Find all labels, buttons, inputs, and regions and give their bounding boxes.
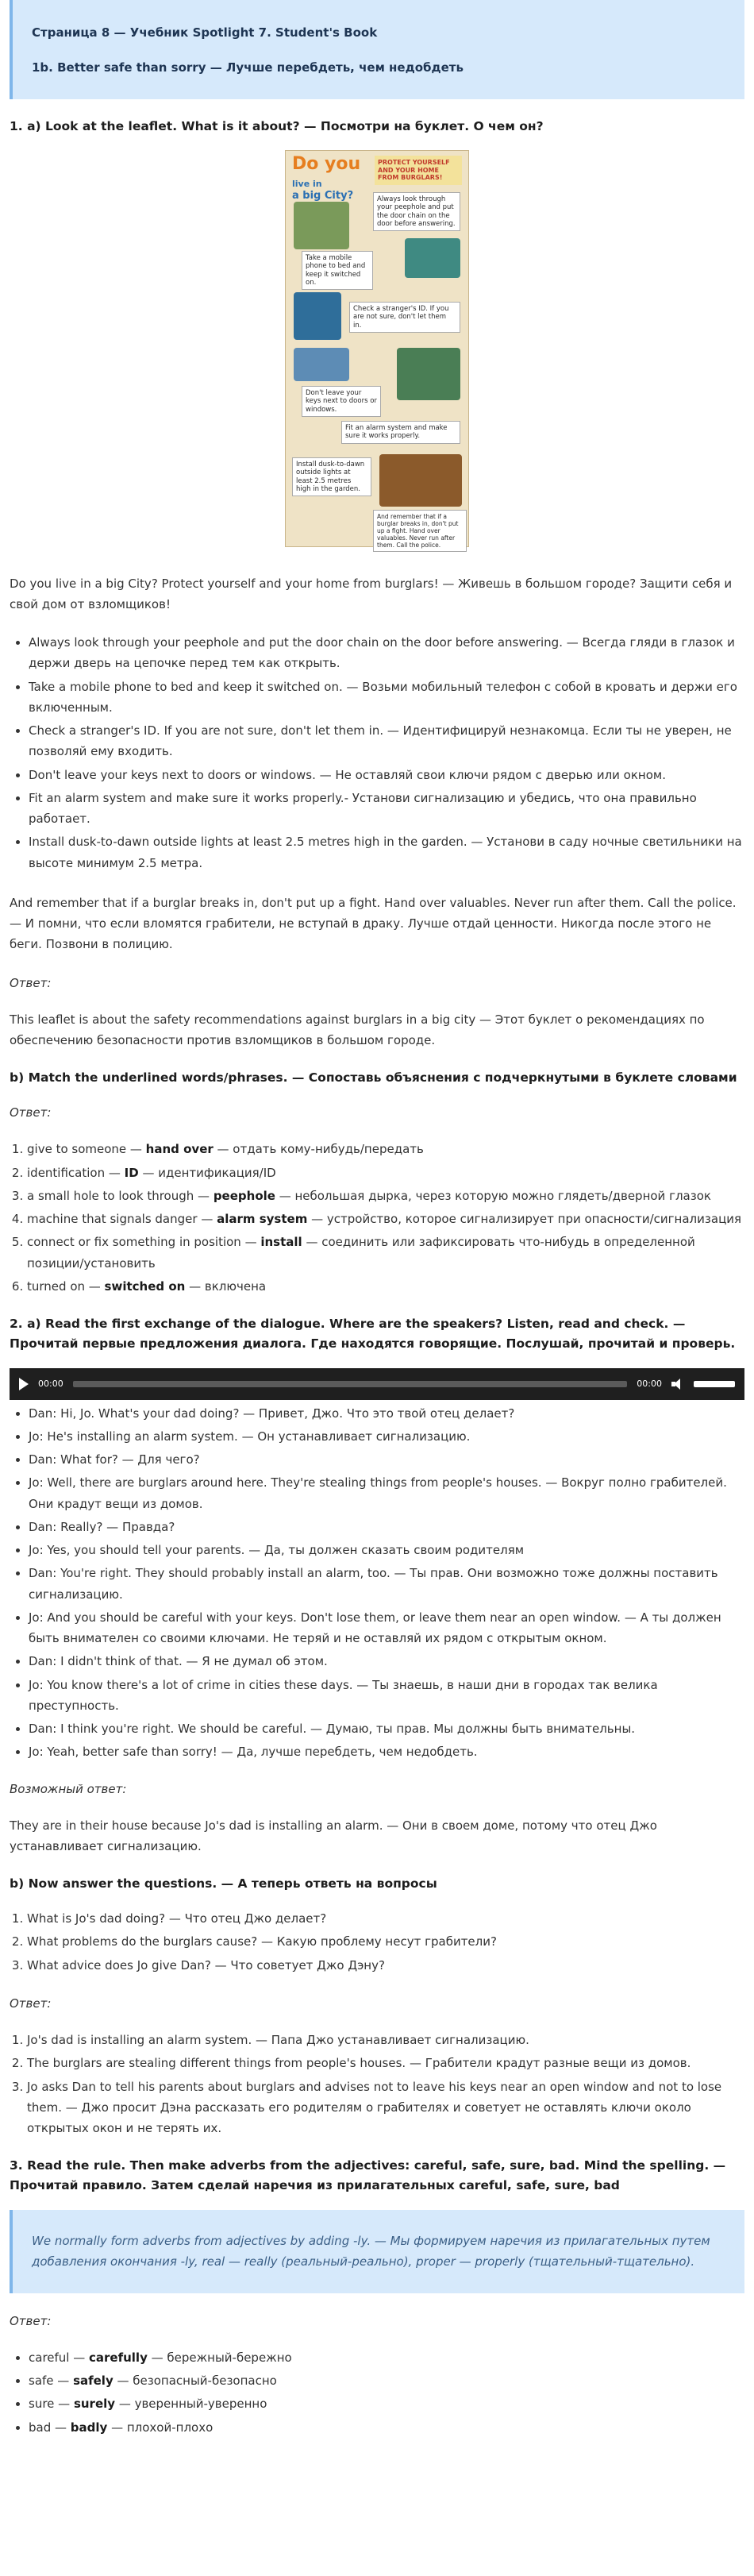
item-word: install (260, 1235, 302, 1250)
task-1b-title: b) Match the underlined words/phrases. — Сопоставь объяснения с подчеркнутыми в буклете словами (10, 1070, 737, 1086)
volume-slider[interactable] (694, 1381, 735, 1387)
audio-current-time: 00:00 (38, 1379, 63, 1390)
leaflet-intro: Do you live in a big City? Protect yourself and your home from burglars! — Живешь в большом городе? Защити себя и свой дом от взломщиков! (10, 576, 733, 611)
answer-label: Ответ: (10, 975, 52, 990)
header-box (10, 0, 744, 99)
list-item (29, 2417, 744, 2438)
item-translation: — идентификация/ID (138, 1165, 276, 1180)
leaflet-tip-4: Don't leave your keys next to doors or windows. (302, 386, 381, 417)
item-adverb: badly (70, 2420, 108, 2435)
leaflet-tip-3: Check a stranger's ID. If you are not sure, don't let them in. (349, 302, 460, 333)
leaflet-tips-list (29, 632, 744, 873)
leaflet-title-do-you: Do you (292, 154, 361, 175)
answer-item: 2. The burglars are stealing different things from people's houses. — Грабители крадут разные вещи из домов. (27, 2053, 744, 2073)
task-3-title: 3. Read the rule. Then make adverbs from the adjectives: careful, safe, sure, bad. Mind the spelling. — Прочитай правило. Затем сделай наречия из прилагательных careful, safe, sure, bad (10, 2158, 726, 2193)
leaflet-stranger-picture (294, 292, 341, 340)
item-word: ID (124, 1165, 139, 1180)
list-item (27, 1209, 744, 1229)
item-adjective: safe — (29, 2374, 74, 2389)
list-item (27, 1139, 744, 1159)
answer-label: Возможный ответ: (10, 1781, 127, 1796)
dialogue-line: • Dan: Hi, Jo. What's your dad doing? — Привет, Джо. Что это твой отец делает? (29, 1403, 744, 1424)
leaflet-remember: And remember that if a burglar breaks in, don't put up a fight. Hand over valuables. Never run after them. Call the police. — И помни, что если вломятся грабители, не вступай в драку. Лучше отдай ценности. Никогда после этого не беги. Позвони в полицию. (10, 895, 737, 952)
answers-list (27, 2030, 744, 2138)
item-adverb: surely (73, 2397, 116, 2412)
play-icon[interactable] (19, 1378, 29, 1390)
item-definition: a small hole to look through — (27, 1188, 214, 1203)
item-definition: identification — (27, 1165, 125, 1180)
dialogue-line: • Dan: I didn't think of that. — Я не думал об этом. (29, 1651, 744, 1672)
item-adjective: bad — (29, 2420, 71, 2435)
answer-label: Ответ: (10, 2313, 52, 2328)
list-item: • Check a stranger's ID. If you are not sure, don't let them in. — Идентифицируй незнакомца. Если ты не уверен, не позволяй ему входить. (29, 720, 744, 762)
leaflet-title (292, 156, 371, 201)
item-adjective: sure — (29, 2397, 74, 2412)
item-translation: — соединить или зафиксировать что-нибудь в определенной позиции/установить (27, 1235, 695, 1271)
leaflet-tip-5: Fit an alarm system and make sure it works properly. (341, 421, 460, 443)
leaflet-door-picture (294, 202, 349, 249)
item-adverb: carefully (89, 2350, 148, 2365)
answer-item: 1. Jo's dad is installing an alarm system. — Папа Джо устанавливает сигнализацию. (27, 2030, 744, 2050)
list-item (29, 2370, 744, 2391)
list-item (27, 1276, 744, 1297)
item-translation: — устройство, которое сигнализирует при опасности/сигнализация (307, 1212, 742, 1227)
answer-label: Ответ: (10, 1996, 52, 2011)
task-2a-answer: They are in their house because Jo's dad is installing an alarm. — Они в своем доме, потому что отец Джо устанавливает сигнализацию. (10, 1818, 657, 1854)
list-item: • Don't leave your keys next to doors or windows. — Не оставляй свои ключи рядом с дверью или окном. (29, 765, 744, 785)
dialogue-line: • Dan: You're right. They should probably install an alarm, too. — Ты прав. Они возможно тоже должны поставить сигнализацию. (29, 1563, 744, 1605)
item-translation: — плохой-плохо (107, 2420, 214, 2435)
dialogue-line: • Jo: And you should be careful with your keys. Don't lose them, or leave them near an open window. — А ты должен быть внимателен со своими ключами. Не теряй и не оставляй их рядом с открытым окном. (29, 1607, 744, 1649)
item-translation: — небольшая дырка, через которую можно глядеть/дверной глазок (275, 1188, 711, 1203)
item-definition: turned on — (27, 1278, 105, 1294)
audio-progress-bar[interactable] (73, 1381, 628, 1387)
dialogue-line: • Jo: He's installing an alarm system. — Он устанавливает сигнализацию. (29, 1426, 744, 1447)
item-translation: — бережный-бережно (147, 2350, 292, 2365)
item-definition: give to someone — (27, 1142, 146, 1157)
task-1a-answer: This leaflet is about the safety recommendations against burglars in a big city — Этот буклет о рекомендациях по обеспечению безопасности против взломщиков в большом городе. (10, 1012, 705, 1048)
item-translation: — отдать кому-нибудь/передать (213, 1142, 424, 1157)
rule-box: We normally form adverbs from adjectives by adding -ly. — Мы формируем наречия из прилагательных путем добавления окончания -ly, real — really (реальный-реально), proper — properly (тщательный-тщательно). (10, 2210, 744, 2293)
item-translation: — уверенный-уверенно (115, 2397, 267, 2412)
item-word: hand over (145, 1142, 214, 1157)
dialogue-line: • Dan: I think you're right. We should be careful. — Думаю, ты прав. Мы должны быть внимательны. (29, 1718, 744, 1739)
volume-icon[interactable] (671, 1379, 684, 1390)
match-answers-list (27, 1139, 744, 1297)
item-translation: — включена (185, 1278, 267, 1294)
question-item: 3. What advice does Jo give Dan? — Что советует Джо Дэну? (27, 1955, 744, 1976)
item-word: switched on (104, 1278, 186, 1294)
item-definition: connect or fix something in position — (27, 1235, 261, 1250)
answer-label: Ответ: (10, 1105, 52, 1120)
leaflet-protect: PROTECT YOURSELF AND YOUR HOME FROM BURGLARS! (375, 156, 462, 185)
leaflet-image (285, 150, 469, 550)
task-2a-title: 2. a) Read the first exchange of the dialogue. Where are the speakers? Listen, read and check. — Прочитай первые предложения диалога. Где находятся говорящие. Послушай, прочитай и проверь. (10, 1317, 736, 1351)
list-item (27, 1232, 744, 1274)
leaflet-figure (10, 150, 744, 553)
leaflet-title-city: a big City? (292, 190, 354, 202)
leaflet-keys-picture (294, 348, 349, 381)
dialogue-list (29, 1403, 744, 1763)
leaflet-footer: And remember that if a burglar breaks in, don't put up a fight. Hand over valuables. Never run after them. Call the police. (373, 510, 467, 552)
list-item (27, 1186, 744, 1206)
lesson-title: 1b. Better safe than sorry — Лучше перебдеть, чем недобдеть (32, 60, 464, 75)
dialogue-line: • Jo: Yeah, better safe than sorry! — Да, лучше перебдеть, чем недобдеть. (29, 1741, 744, 1762)
question-item: 1. What is Jo's dad doing? — Что отец Джо делает? (27, 1908, 744, 1929)
leaflet-garden-picture (379, 454, 462, 507)
answer-item: 3. Jo asks Dan to tell his parents about burglars and advises not to leave his keys near an open window and not to lose them. — Джо просит Дэна рассказать его родителям о грабителях и советует не оставлять ключи около открытых окон и не терять их. (27, 2077, 744, 2139)
leaflet-tip-2: Take a mobile phone to bed and keep it switched on. (302, 251, 373, 290)
item-word: peephole (213, 1188, 275, 1203)
list-item (29, 2347, 744, 2368)
leaflet-title-live-in: live in (292, 179, 322, 190)
dialogue-line: • Dan: Really? — Правда? (29, 1517, 744, 1537)
audio-duration: 00:00 (637, 1379, 662, 1390)
item-adverb: safely (73, 2374, 113, 2389)
dialogue-line: • Jo: Yes, you should tell your parents. — Да, ты должен сказать своим родителям (29, 1540, 744, 1560)
audio-player (10, 1368, 744, 1400)
item-adjective: careful — (29, 2350, 89, 2365)
list-item (29, 2393, 744, 2414)
item-definition: machine that signals danger — (27, 1212, 217, 1227)
list-item: • Fit an alarm system and make sure it works properly.- Установи сигнализацию и убедись, что она правильно работает. (29, 788, 744, 830)
item-word: alarm system (217, 1212, 308, 1227)
adverbs-list (29, 2347, 744, 2438)
page-title: Страница 8 — Учебник Spotlight 7. Student's Book (32, 25, 378, 40)
list-item: • Install dusk-to-dawn outside lights at least 2.5 metres high in the garden. — Установи в саду ночные светильники на высоте минимум 2.5 метра. (29, 831, 744, 873)
task-1a-title: 1. a) Look at the leaflet. What is it about? — Посмотри на буклет. О чем он? (10, 118, 544, 133)
list-item: • Take a mobile phone to bed and keep it switched on. — Возьми мобильный телефон с собой в кровать и держи его включенным. (29, 677, 744, 719)
list-item: • Always look through your peephole and put the door chain on the door before answering. — Всегда гляди в глазок и держи дверь на цепочке перед тем как открыть. (29, 632, 744, 674)
leaflet-alarm-picture (397, 348, 460, 400)
leaflet-tip-6: Install dusk-to-dawn outside lights at least 2.5 metres high in the garden. (292, 457, 371, 496)
questions-list (27, 1908, 744, 1976)
item-translation: — безопасный-безопасно (113, 2374, 277, 2389)
leaflet-tip-1: Always look through your peephole and put the door chain on the door before answering. (373, 192, 460, 231)
list-item (27, 1163, 744, 1183)
leaflet-bed-picture (405, 238, 460, 278)
dialogue-line: • Jo: You know there's a lot of crime in cities these days. — Ты знаешь, в наши дни в городах так велика преступность. (29, 1675, 744, 1717)
task-2b-title: b) Now answer the questions. — А теперь ответь на вопросы (10, 1876, 437, 1892)
question-item: 2. What problems do the burglars cause? — Какую проблему несут грабители? (27, 1931, 744, 1952)
dialogue-line: • Dan: What for? — Для чего? (29, 1449, 744, 1470)
dialogue-line: • Jo: Well, there are burglars around here. They're stealing things from people's houses. — Вокруг полно грабителей. Они крадут вещи из домов. (29, 1472, 744, 1514)
